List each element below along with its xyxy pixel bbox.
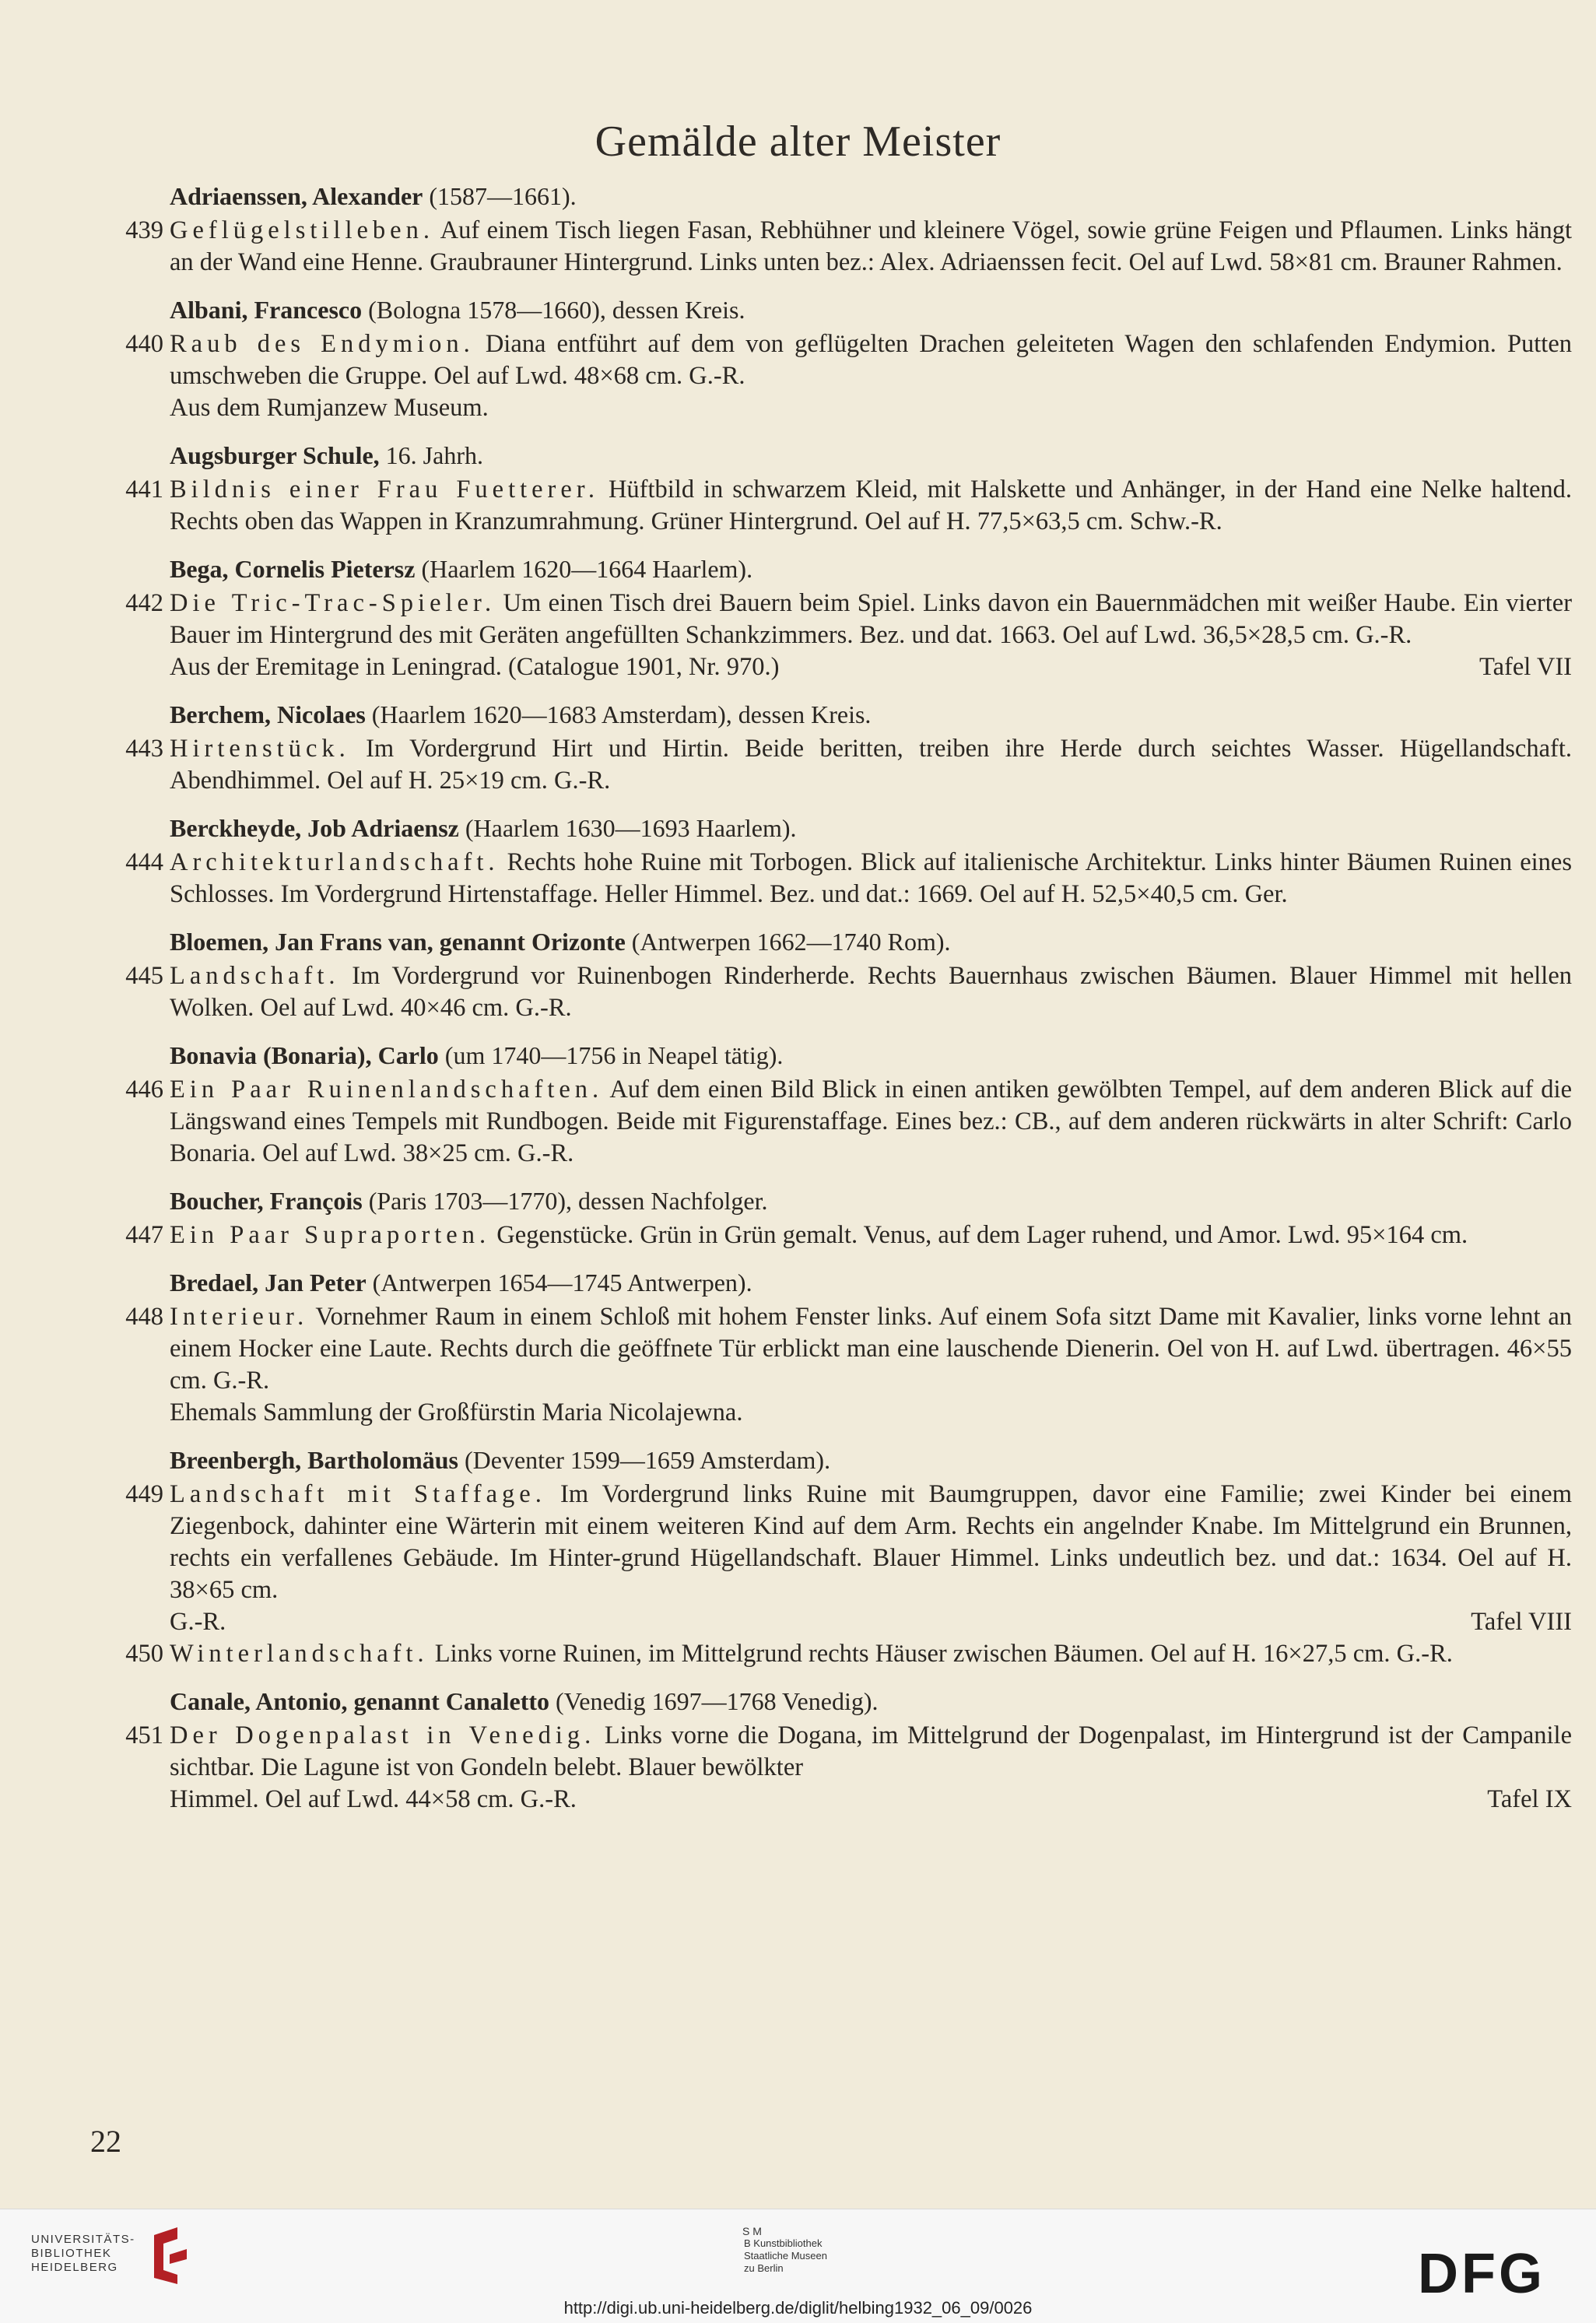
university-logo-line: BIBLIOTHEK bbox=[31, 2247, 112, 2260]
lot-entry bbox=[109, 960, 1572, 1024]
artist-info: (Haarlem 1620—1683 Amsterdam), dessen Kreis. bbox=[365, 700, 872, 728]
university-logo-line: HEIDELBERG bbox=[31, 2261, 118, 2274]
lot-number: 440 bbox=[125, 330, 163, 358]
museum-logo-line: Staatliche Museen bbox=[744, 2250, 827, 2262]
lot-title: Der Dogenpalast in Venedig. bbox=[170, 1721, 596, 1749]
lot-number: 450 bbox=[125, 1640, 163, 1668]
museum-logo-line: S M bbox=[742, 2225, 762, 2237]
lot-text: Um einen Tisch drei Bauern beim Spiel. Links davon ein Bauernmädchen mit weißer Haube. Ein vierter Bauer im Hintergrund des mit Geräten angefüllten Schankzimmers. Bez. und dat. 1663. Oel auf Lwd. 36,5×28,5 cm. G.-R. bbox=[170, 589, 1573, 649]
artist-name: Boucher, François bbox=[170, 1187, 363, 1215]
lot-text: Vornehmer Raum in einem Schloß mit hohem Fenster links. Auf einem Sofa sitzt Dame mit Kavalier, links vorne lehnt an einem Hocker eine Laute. Rechts durch die geöffnete Tür erblickt man eine lauschende Dienerin. Oel von H. auf Lwd. übertragen. 46×55 cm. G.-R. bbox=[170, 1303, 1572, 1395]
lot-entry bbox=[109, 588, 1572, 683]
lot-description bbox=[170, 1301, 1572, 1397]
artist-heading bbox=[170, 181, 1572, 212]
plate-reference: Tafel IX bbox=[1487, 1785, 1572, 1813]
lot-description bbox=[170, 588, 1572, 651]
artist-heading bbox=[170, 1686, 1572, 1717]
artist-info: (Haarlem 1630—1693 Haarlem). bbox=[458, 814, 797, 842]
artist-name: Berckheyde, Job Adriaensz bbox=[170, 814, 459, 842]
lot-title: Architekturlandschaft. bbox=[170, 848, 500, 876]
lot-entry bbox=[109, 1301, 1572, 1429]
lot-number: 446 bbox=[125, 1076, 163, 1104]
artist-info: 16. Jahrh. bbox=[379, 441, 483, 469]
artist-info: (um 1740—1756 in Neapel tätig). bbox=[438, 1041, 784, 1069]
artist-name: Canale, Antonio, genannt Canaletto bbox=[170, 1687, 550, 1715]
lot-entry bbox=[109, 1638, 1572, 1670]
lot-description bbox=[170, 1720, 1572, 1784]
artist-heading bbox=[170, 294, 1572, 325]
lot-note: Aus der Eremitage in Leningrad. (Catalogue 1901, Nr. 970.) bbox=[170, 653, 780, 681]
artist-info: (Bologna 1578—1660), dessen Kreis. bbox=[362, 296, 745, 324]
lot-entry bbox=[109, 1720, 1572, 1816]
lot-note: Ehemals Sammlung der Großfürstin Maria Nicolajewna. bbox=[170, 1398, 743, 1426]
artist-name: Bredael, Jan Peter bbox=[170, 1269, 367, 1297]
lot-description bbox=[170, 215, 1572, 279]
lot-description bbox=[170, 960, 1572, 1024]
lot-text: Im Vordergrund Hirt und Hirtin. Beide beritten, treiben ihre Herde durch seichtes Wasser. Hügellandschaft. Abendhimmel. Oel auf H. 25×19 cm. G.-R. bbox=[170, 735, 1573, 795]
artist-heading bbox=[170, 699, 1572, 730]
lot-text: Hüftbild in schwarzem Kleid, mit Halskette und Anhänger, in der Hand eine Nelke haltend. Rechts oben das Wappen in Kranzumrahmung. Grüner Hintergrund. Oel auf H. 77,5×63,5 cm. Schw.-R. bbox=[170, 475, 1573, 535]
artist-name: Bloemen, Jan Frans van, genannt Orizonte bbox=[170, 928, 626, 956]
lot-description bbox=[170, 1219, 1572, 1251]
lot-number: 447 bbox=[125, 1221, 163, 1249]
lot-number: 445 bbox=[125, 962, 163, 990]
lot-description bbox=[170, 328, 1572, 392]
page-title: Gemälde alter Meister bbox=[595, 118, 1001, 166]
lot-title: Die Tric-Trac-Spieler. bbox=[170, 589, 496, 617]
dfg-logo[interactable]: DFG bbox=[1418, 2243, 1545, 2305]
lot-title: Interieur. bbox=[170, 1303, 309, 1331]
lot-entry bbox=[109, 328, 1572, 424]
lot-title: Bildnis einer Frau Fuetterer. bbox=[170, 475, 599, 504]
artist-heading bbox=[170, 1185, 1572, 1216]
artist-heading bbox=[170, 812, 1572, 844]
lot-title: Geflügelstilleben. bbox=[170, 216, 434, 244]
artist-heading bbox=[170, 553, 1572, 584]
artist-info: (Haarlem 1620—1664 Haarlem). bbox=[415, 555, 753, 583]
university-logo-line: UNIVERSITÄTS- bbox=[31, 2233, 135, 2246]
lot-text: Gegenstücke. Grün in Grün gemalt. Venus, auf dem Lager ruhend, und Amor. Lwd. 95×164 cm. bbox=[496, 1221, 1468, 1249]
artist-info: (Deventer 1599—1659 Amsterdam). bbox=[458, 1446, 831, 1474]
lot-note-row bbox=[170, 1606, 1572, 1638]
artist-name: Albani, Francesco bbox=[170, 296, 363, 324]
lot-text: Im Vordergrund links Ruine mit Baumgruppen, davor eine Familie; zwei Kinder bei einem Ziegenbock, dahinter eine Wärterin mit einem weiteren Kind auf dem Arm. Rechts ein angelnder Knabe. Im Mittelgrund ein Brunnen, rechts ein verfallenes Gebäude. Im Hinter-grund Hügellandschaft. Blauer Himmel. Links undeutlich bez. und dat.: 1634. Oel auf H. 38×65 cm. bbox=[170, 1480, 1573, 1604]
lot-text: Auf einem Tisch liegen Fasan, Rebhühner und kleinere Vögel, sowie grüne Feigen und Pflaumen. Links hängt an der Wand eine Henne. Graubrauner Hintergrund. Links unten bez.: Alex. Adriaenssen fecit. Oel auf Lwd. 58×81 cm. Brauner Rahmen. bbox=[170, 216, 1572, 276]
lot-description bbox=[170, 733, 1572, 797]
lot-number: 442 bbox=[125, 589, 163, 617]
lot-entry bbox=[109, 474, 1572, 538]
viewer-footer bbox=[0, 2209, 1596, 2323]
artist-info: (Paris 1703—1770), dessen Nachfolger. bbox=[362, 1187, 768, 1215]
lot-text: Auf dem einen Bild Blick in einen antiken gewölbten Tempel, auf dem anderen Blick auf die Längswand eines Tempels mit Rundbogen. Beide mit Figurenstaffage. Eines bez.: CB., auf dem anderen rückwärts in alter Schrift: Carlo Bonaria. Oel auf Lwd. 38×25 cm. G.-R. bbox=[170, 1076, 1573, 1167]
catalog-list bbox=[109, 181, 1572, 1816]
museum-logo-line: B Kunstbibliothek bbox=[744, 2237, 823, 2249]
artist-info: (1587—1661). bbox=[423, 182, 577, 210]
lot-description bbox=[170, 1638, 1572, 1670]
lot-title: Winterlandschaft. bbox=[170, 1640, 429, 1668]
artist-info: (Venedig 1697—1768 Venedig). bbox=[549, 1687, 879, 1715]
lot-title: Ein Paar Supraporten. bbox=[170, 1221, 491, 1249]
lot-number: 444 bbox=[125, 848, 163, 876]
lot-title: Hirtenstück. bbox=[170, 735, 350, 763]
lot-title: Landschaft mit Staffage. bbox=[170, 1480, 546, 1508]
lot-number: 448 bbox=[125, 1303, 163, 1331]
museum-logo-line: zu Berlin bbox=[744, 2262, 784, 2274]
lot-description bbox=[170, 474, 1572, 538]
lot-entry bbox=[109, 733, 1572, 797]
lot-title: Landschaft. bbox=[170, 962, 340, 990]
artist-heading bbox=[170, 1444, 1572, 1476]
artist-heading bbox=[170, 440, 1572, 471]
lot-number: 451 bbox=[125, 1721, 163, 1749]
lot-entry bbox=[109, 847, 1572, 911]
plate-reference: Tafel VIII bbox=[1471, 1608, 1572, 1636]
lot-text: Links vorne die Dogana, im Mittelgrund der Dogenpalast, im Hintergrund ist der Campanile sichtbar. Die Lagune ist von Gondeln belebt. Blauer bewölkter bbox=[170, 1721, 1572, 1781]
lot-description bbox=[170, 1074, 1572, 1170]
university-emblem-icon bbox=[146, 2223, 193, 2290]
artist-heading bbox=[170, 926, 1572, 957]
lot-description bbox=[170, 1479, 1572, 1606]
artist-name: Adriaenssen, Alexander bbox=[170, 182, 423, 210]
artist-info: (Antwerpen 1654—1745 Antwerpen). bbox=[366, 1269, 752, 1297]
artist-name: Bonavia (Bonaria), Carlo bbox=[170, 1041, 439, 1069]
artist-name: Bega, Cornelis Pietersz bbox=[170, 555, 416, 583]
lot-entry bbox=[109, 1219, 1572, 1251]
page-number: 22 bbox=[90, 2124, 121, 2159]
lot-note-row bbox=[170, 392, 1572, 424]
lot-number: 449 bbox=[125, 1480, 163, 1508]
museum-logo[interactable] bbox=[744, 2225, 827, 2275]
page-url-link[interactable]: http://digi.ub.uni-heidelberg.de/diglit/helbing1932_06_09/0026 bbox=[563, 2298, 1033, 2318]
lot-description bbox=[170, 847, 1572, 911]
lot-number: 443 bbox=[125, 735, 163, 763]
artist-heading bbox=[170, 1267, 1572, 1298]
lot-title: Ein Paar Ruinenlandschaften. bbox=[170, 1076, 604, 1104]
plate-reference: Tafel VII bbox=[1479, 653, 1572, 681]
lot-note: Aus dem Rumjanzew Museum. bbox=[170, 394, 489, 422]
artist-name: Augsburger Schule, bbox=[170, 441, 380, 469]
lot-text: Im Vordergrund vor Ruinenbogen Rinderherde. Rechts Bauernhaus zwischen Bäumen. Blauer Himmel mit hellen Wolken. Oel auf Lwd. 40×46 cm. G.-R. bbox=[170, 962, 1573, 1022]
lot-entry bbox=[109, 1074, 1572, 1170]
artist-info: (Antwerpen 1662—1740 Rom). bbox=[625, 928, 951, 956]
lot-note: Himmel. Oel auf Lwd. 44×58 cm. G.-R. bbox=[170, 1785, 577, 1813]
lot-title: Raub des Endymion. bbox=[170, 330, 475, 358]
lot-text: Links vorne Ruinen, im Mittelgrund rechts Häuser zwischen Bäumen. Oel auf H. 16×27,5 cm. G.-R. bbox=[434, 1640, 1453, 1668]
lot-note-row bbox=[170, 1397, 1572, 1429]
artist-heading bbox=[170, 1040, 1572, 1071]
university-library-logo[interactable] bbox=[31, 2233, 135, 2275]
lot-number: 439 bbox=[125, 216, 163, 244]
lot-entry bbox=[109, 215, 1572, 279]
lot-text: Rechts hohe Ruine mit Torbogen. Blick auf italienische Architektur. Links hinter Bäumen Ruinen eines Schlosses. Im Vordergrund Hirtenstaffage. Heller Himmel. Bez. und dat.: 1669. Oel auf H. 52,5×40,5 cm. Ger. bbox=[170, 848, 1572, 908]
artist-name: Breenbergh, Bartholomäus bbox=[170, 1446, 458, 1474]
lot-note-row bbox=[170, 1784, 1572, 1816]
lot-entry bbox=[109, 1479, 1572, 1638]
artist-name: Berchem, Nicolaes bbox=[170, 700, 366, 728]
lot-note: G.-R. bbox=[170, 1608, 226, 1636]
lot-number: 441 bbox=[125, 475, 163, 504]
lot-note-row bbox=[170, 651, 1572, 683]
lot-text: Diana entführt auf dem von geflügelten Drachen geleiteten Wagen den schlafenden Endymion. Putten umschweben die Gruppe. Oel auf Lwd. 48×68 cm. G.-R. bbox=[170, 330, 1573, 390]
